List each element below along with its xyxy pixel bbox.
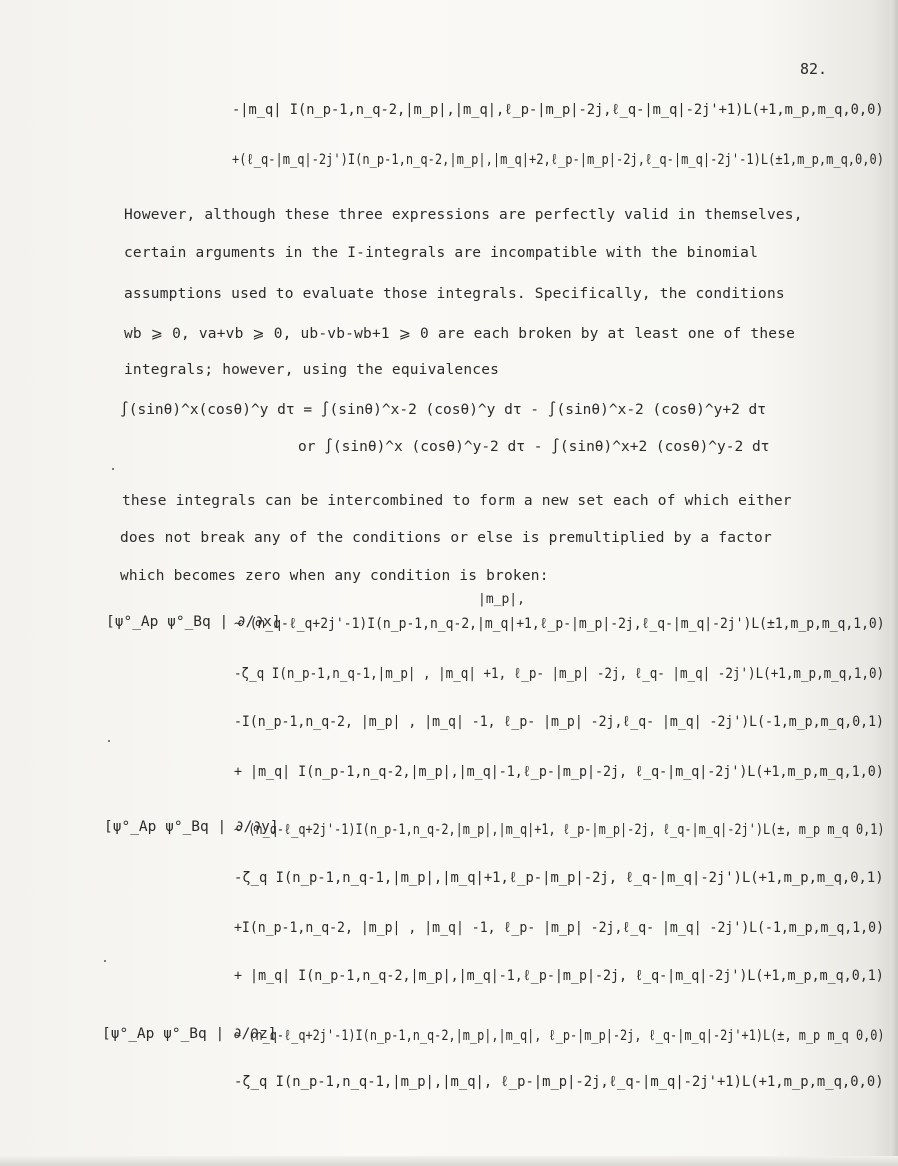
equivalence-line-2: or ∫(sinθ)^x (cosθ)^y-2 dτ - ∫(sinθ)^x+2 (cosθ)^y-2 dτ — [298, 439, 770, 455]
block-x-lhs: [ψ°_Ap ψ°_Bq | ∂/∂x] — [106, 614, 281, 630]
paragraph1-line-3: assumptions used to evaluate those integrals. Specifically, the conditions — [124, 286, 785, 302]
block-x-line-1: ~ (n_q-ℓ_q+2j'-1)I(n_p-1,n_q-2,|m_q|+1,ℓ_p-|m_p|-2j,ℓ_q-|m_q|-2j')L(±1,m_p,m_q,1,0) — [234, 616, 885, 632]
block-x-line-3: -I(n_p-1,n_q-2, |m_p| , |m_q| -1, ℓ_p- |m_p| -2j,ℓ_q- |m_q| -2j')L(-1,m_p,m_q,0,1) — [234, 714, 884, 730]
top-equation-2: +(ℓ_q-|m_q|-2j')I(n_p-1,n_q-2,|m_p|,|m_q|+2,ℓ_p-|m_p|-2j,ℓ_q-|m_q|-2j'-1)L(±1,m_p,m_q,0,0) — [232, 152, 885, 168]
block-x-line-2: -ζ_q I(n_p-1,n_q-1,|m_p| , |m_q| +1, ℓ_p- |m_p| -2j, ℓ_q- |m_q| -2j')L(+1,m_p,m_q,1,0) — [234, 666, 885, 682]
paper-edge-bottom — [0, 1156, 898, 1166]
handwritten-annotation: |m_p|, — [478, 592, 525, 607]
paper-speck — [112, 468, 114, 470]
paragraph2-line-2: does not break any of the conditions or else is premultiplied by a factor — [120, 530, 772, 546]
paper-speck — [104, 960, 106, 962]
top-equation-1: -|m_q| I(n_p-1,n_q-2,|m_p|,|m_q|,ℓ_p-|m_p|-2j,ℓ_q-|m_q|-2j'+1)L(+1,m_p,m_q,0,0) — [232, 102, 884, 118]
block-y-line-3: +I(n_p-1,n_q-2, |m_p| , |m_q| -1, ℓ_p- |m_p| -2j,ℓ_q- |m_q| -2j')L(-1,m_p,m_q,1,0) — [234, 920, 884, 936]
paragraph2-line-1: these integrals can be intercombined to form a new set each of which either — [122, 493, 792, 509]
paragraph1-line-4: wb ⩾ 0, va+vb ⩾ 0, ub-vb-wb+1 ⩾ 0 are each broken by at least one of these — [124, 326, 796, 342]
block-y-line-4: + |m_q| I(n_p-1,n_q-2,|m_p|,|m_q|-1,ℓ_p-|m_p|-2j, ℓ_q-|m_q|-2j')L(+1,m_p,m_q,0,1) — [234, 968, 884, 984]
equivalence-line-1: ∫(sinθ)^x(cosθ)^y dτ = ∫(sinθ)^x-2 (cosθ)^y dτ - ∫(sinθ)^x-2 (cosθ)^y+2 dτ — [120, 402, 767, 418]
block-y-line-1: ~ (n_q-ℓ_q+2j'-1)I(n_p-1,n_q-2,|m_p|,|m_q|+1, ℓ_p-|m_p|-2j, ℓ_q-|m_q|-2j')L(±, m_p m_q 0,1) — [234, 822, 885, 838]
block-y-line-2: -ζ_q I(n_p-1,n_q-1,|m_p|,|m_q|+1,ℓ_p-|m_p|-2j, ℓ_q-|m_q|-2j')L(+1,m_p,m_q,0,1) — [234, 870, 884, 886]
block-y-lhs: [ψ°_Ap ψ°_Bq | ∂/∂y] — [104, 819, 279, 835]
block-z-line-2: -ζ_q I(n_p-1,n_q-1,|m_p|,|m_q|, ℓ_p-|m_p|-2j,ℓ_q-|m_q|-2j'+1)L(+1,m_p,m_q,0,0) — [234, 1074, 884, 1090]
block-x-line-4: + |m_q| I(n_p-1,n_q-2,|m_p|,|m_q|-1,ℓ_p-|m_p|-2j, ℓ_q-|m_q|-2j')L(+1,m_p,m_q,1,0) — [234, 764, 884, 780]
paragraph2-line-3: which becomes zero when any condition is broken: — [120, 568, 549, 584]
paragraph1-line-1: However, although these three expressions are perfectly valid in themselves, — [124, 207, 803, 223]
block-z-line-1: ~ (n_q-ℓ_q+2j'-1)I(n_p-1,n_q-2,|m_p|,|m_q|, ℓ_p-|m_p|-2j, ℓ_q-|m_q|-2j'+1)L(±, m_p m_q 0,0) — [234, 1028, 885, 1044]
paper-speck — [108, 740, 110, 742]
paragraph1-line-2: certain arguments in the I-integrals are incompatible with the binomial — [124, 245, 759, 261]
page-number: 82. — [800, 60, 828, 78]
paper-edge-right — [890, 0, 898, 1166]
paragraph1-line-5: integrals; however, using the equivalences — [124, 362, 500, 378]
block-z-lhs: [ψ°_Ap ψ°_Bq | ∂/∂z] — [102, 1026, 277, 1042]
